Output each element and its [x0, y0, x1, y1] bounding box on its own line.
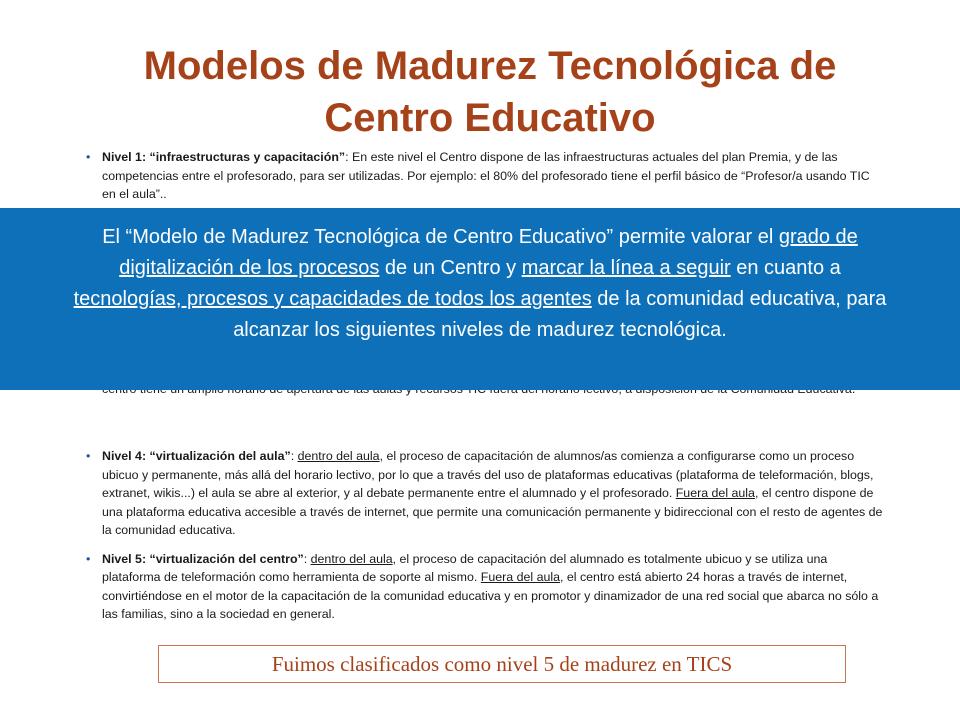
levels-list [86, 148, 886, 204]
level-5-inside-link: dentro del aula [310, 551, 393, 566]
bullet-icon: • [86, 150, 91, 164]
maturity-model-banner [0, 208, 960, 390]
level-4-text-1: , el proceso de capacitación de alumnos/as comienza a configurarse como un proceso ubicuo y permanente, más allá del horario lectivo, por lo que a través del uso de plataformas educativas (plataforma de teleformación, blogs, extranet, wikis...) el aula se abre al exterior, y al debate permanente entre el alumnado y el profesorado. [102, 449, 874, 500]
banner-text-1: El “Modelo de Madurez Tecnológica de Centro Educativo” permite valorar el [102, 226, 779, 248]
level-1-item [86, 148, 886, 204]
classification-box [158, 645, 846, 683]
level-5-colon: : [303, 551, 311, 566]
level-4-colon: : [290, 449, 298, 463]
page-title [60, 40, 920, 144]
level-5-text-2: , el centro está abierto 24 horas a través de internet, convirtiéndose en el motor de la capacitación de la comunidad educativa y en promotor y dinamizador de una red social que abarca no sólo a las familias, sino a la sociedad en general. [102, 570, 879, 621]
level-5-label: Nivel 5: “virtualización del centro” [102, 551, 304, 566]
level-5-text-1: , el proceso de capacitación del alumnado es totalmente ubicuo y se utiliza una plataforma de teleformación como herramienta de soporte al mismo. [102, 551, 828, 584]
banner-text-4: de la comunidad educativa, para alcanzar los siguientes niveles de madurez tecnológica. [233, 288, 887, 341]
bullet-icon: • [86, 551, 91, 566]
banner-underlined-1: grado de digitalización de los procesos [119, 226, 858, 279]
levels-list-lower [86, 447, 886, 624]
classification-text: Fuimos clasificados como nivel 5 de madurez en TICS [271, 652, 733, 676]
banner-underlined-2: marcar la línea a seguir [521, 257, 731, 279]
banner-text-2: de un Centro y [379, 257, 522, 279]
banner-underlined-3: tecnologías, procesos y capacidades de todos los agentes [73, 288, 592, 310]
level-1-label: Nivel 1: “infraestructuras y capacitación” [102, 150, 346, 164]
bullet-icon: • [86, 449, 91, 463]
level-5-item [86, 550, 886, 624]
title-line-1: Modelos de Madurez Tecnológica de [143, 44, 837, 88]
level-5-outside-link: Fuera del aula [480, 570, 560, 584]
title-line-2: Centro Educativo [324, 96, 656, 140]
level-4-outside-link: Fuera del aula [675, 486, 755, 500]
level-4-text-2: , el centro dispone de una plataforma educativa accesible a través de internet, que permite una comunicación permanente y bidireccional con el resto de agentes de la comunidad educativa. [102, 486, 883, 537]
banner-text-3: en cuanto a [730, 257, 841, 279]
level-4-inside-link: dentro del aula [297, 449, 380, 463]
level-1-text: : En este nivel el Centro dispone de las infraestructuras actuales del plan Premia, y de las competencias entre el profesorado, para ser utilizadas. Por ejemplo: el 80% del profesorado tiene el perfil básico de “Profesor/a usando TIC en el aula”.. [102, 150, 870, 201]
level-4-item [86, 447, 886, 540]
level-4-label: Nivel 4: “virtualización del aula” [102, 449, 291, 463]
banner-text [68, 222, 892, 346]
